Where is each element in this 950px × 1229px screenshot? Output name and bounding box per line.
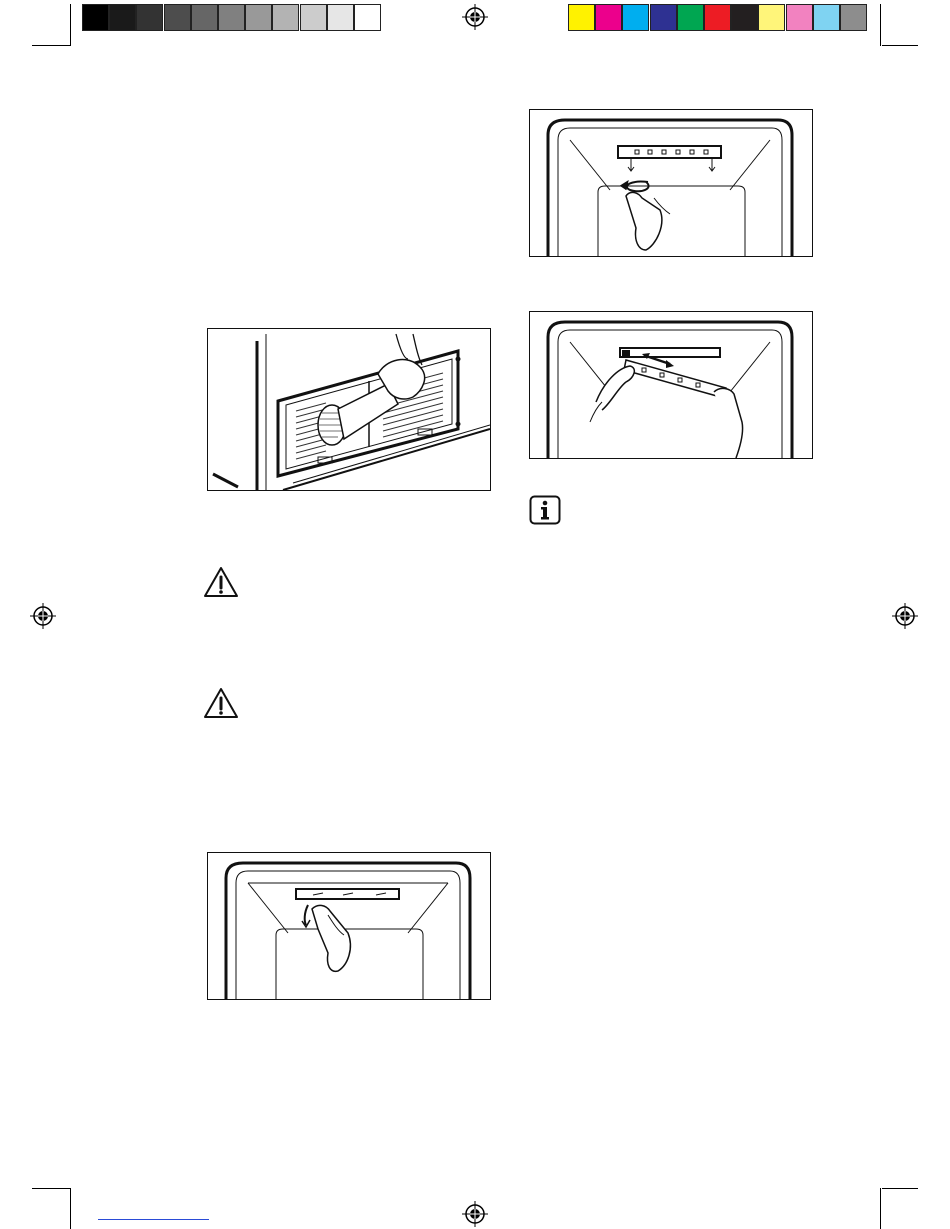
crop-mark (880, 4, 881, 46)
warning-triangle-icon (203, 687, 239, 719)
color-swatch (758, 4, 785, 31)
grayscale-swatch (218, 4, 245, 31)
crop-mark (32, 1188, 70, 1189)
information-icon (529, 495, 561, 525)
grayscale-swatch (272, 4, 299, 31)
color-swatch (813, 4, 840, 31)
crop-mark (32, 45, 70, 46)
crop-mark (880, 1188, 881, 1229)
crop-mark (70, 4, 71, 46)
color-swatch (595, 4, 622, 31)
color-swatch (650, 4, 677, 31)
grayscale-swatch (164, 4, 191, 31)
vacuum-condenser-figure (207, 328, 491, 491)
registration-mark-icon (462, 4, 488, 30)
color-swatch (568, 4, 595, 31)
color-swatch (622, 4, 649, 31)
warning-triangle-icon (203, 566, 239, 598)
grayscale-swatch (109, 4, 136, 31)
registration-mark-icon (892, 603, 918, 629)
color-swatch (786, 4, 813, 31)
grayscale-swatch (191, 4, 218, 31)
registration-mark-icon (462, 1201, 488, 1227)
grayscale-swatch (354, 4, 381, 31)
color-swatch (731, 4, 758, 31)
led-unscrew-figure (529, 109, 813, 257)
grayscale-swatch (327, 4, 354, 31)
color-swatch (704, 4, 731, 31)
grayscale-swatch (82, 4, 109, 31)
grayscale-swatch (300, 4, 327, 31)
color-swatch (840, 4, 867, 31)
crop-mark (70, 1188, 71, 1229)
crop-mark (882, 1188, 918, 1189)
led-slide-out-figure (529, 311, 813, 459)
crop-mark (882, 45, 918, 46)
registration-mark-icon (30, 603, 56, 629)
color-swatch (677, 4, 704, 31)
lamp-cover-pull-figure (207, 852, 491, 1000)
link-underline (98, 1219, 209, 1220)
grayscale-swatch (136, 4, 163, 31)
grayscale-swatch (245, 4, 272, 31)
